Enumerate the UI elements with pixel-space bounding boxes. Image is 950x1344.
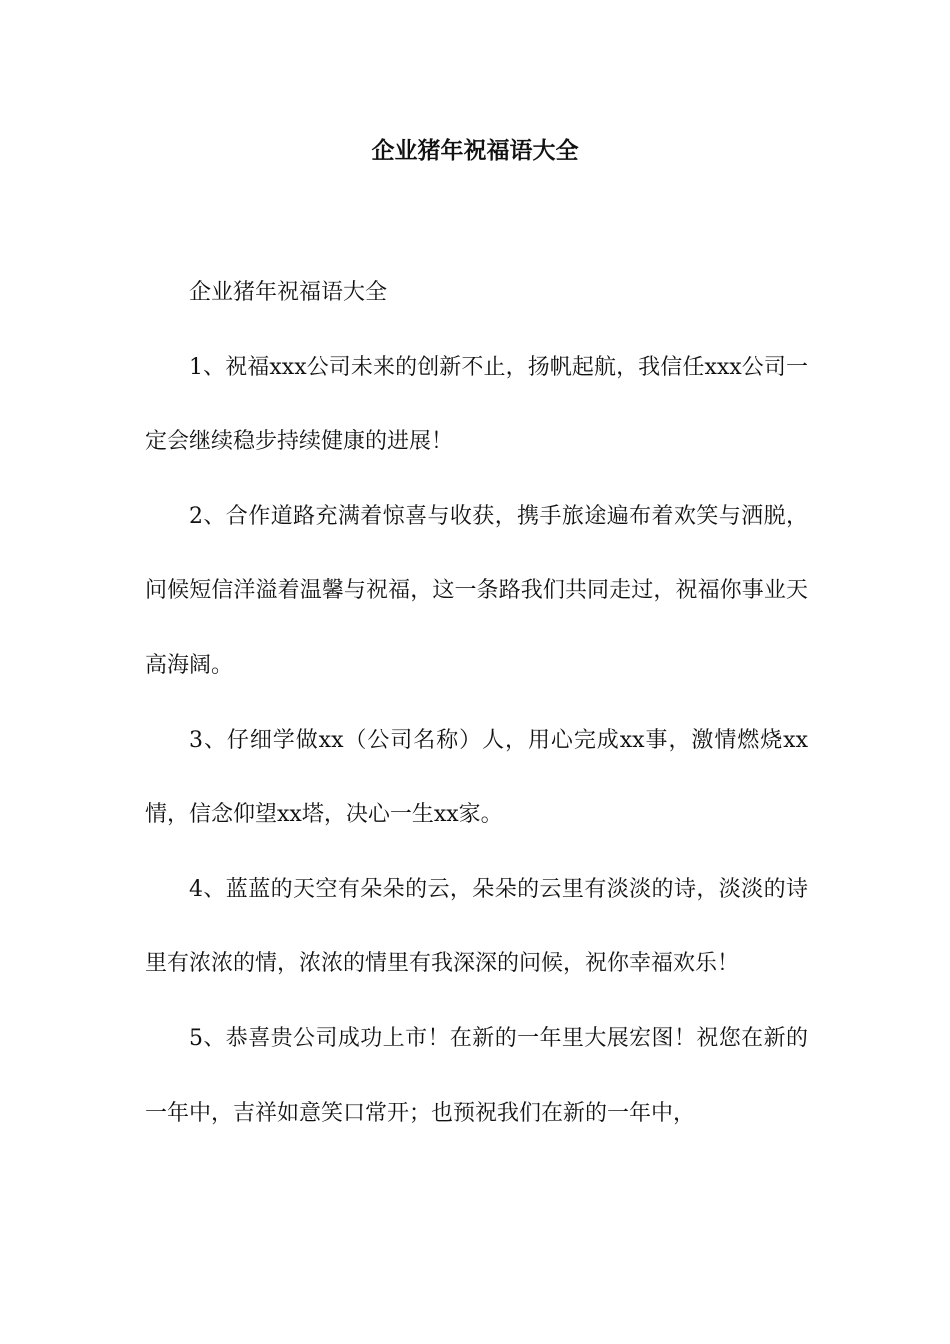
paragraph-heading: 企业猪年祝福语大全 xyxy=(189,280,388,305)
document-title: 企业猪年祝福语大全 xyxy=(371,138,579,164)
paragraph-item-3: 3、仔细学做xx（公司名称）人，用心完成xx事，激情燃烧xx情，信念仰望xx塔，决心一生xx家。 xyxy=(145,727,808,828)
paragraph-item-2: 2、合作道路充满着惊喜与收获，携手旅途遍布着欢笑与洒脱，问候短信洋溢着温馨与祝福，这一条路我们共同走过，祝福你事业天高海阔。 xyxy=(145,503,808,678)
paragraph-item-1: 1、祝福xxx公司未来的创新不止，扬帆起航，我信任xxx公司一定会继续稳步持续健康的进展！ xyxy=(145,354,808,455)
paragraph-item-5: 5、恭喜贵公司成功上市！在新的一年里大展宏图！祝您在新的一年中，吉祥如意笑口常开；也预祝我们在新的一年中， xyxy=(145,1025,808,1126)
document-body xyxy=(145,256,808,1151)
paragraph-item-4: 4、蓝蓝的天空有朵朵的云，朵朵的云里有淡淡的诗，淡淡的诗里有浓浓的情，浓浓的情里有我深深的问候，祝你幸福欢乐！ xyxy=(145,876,808,977)
